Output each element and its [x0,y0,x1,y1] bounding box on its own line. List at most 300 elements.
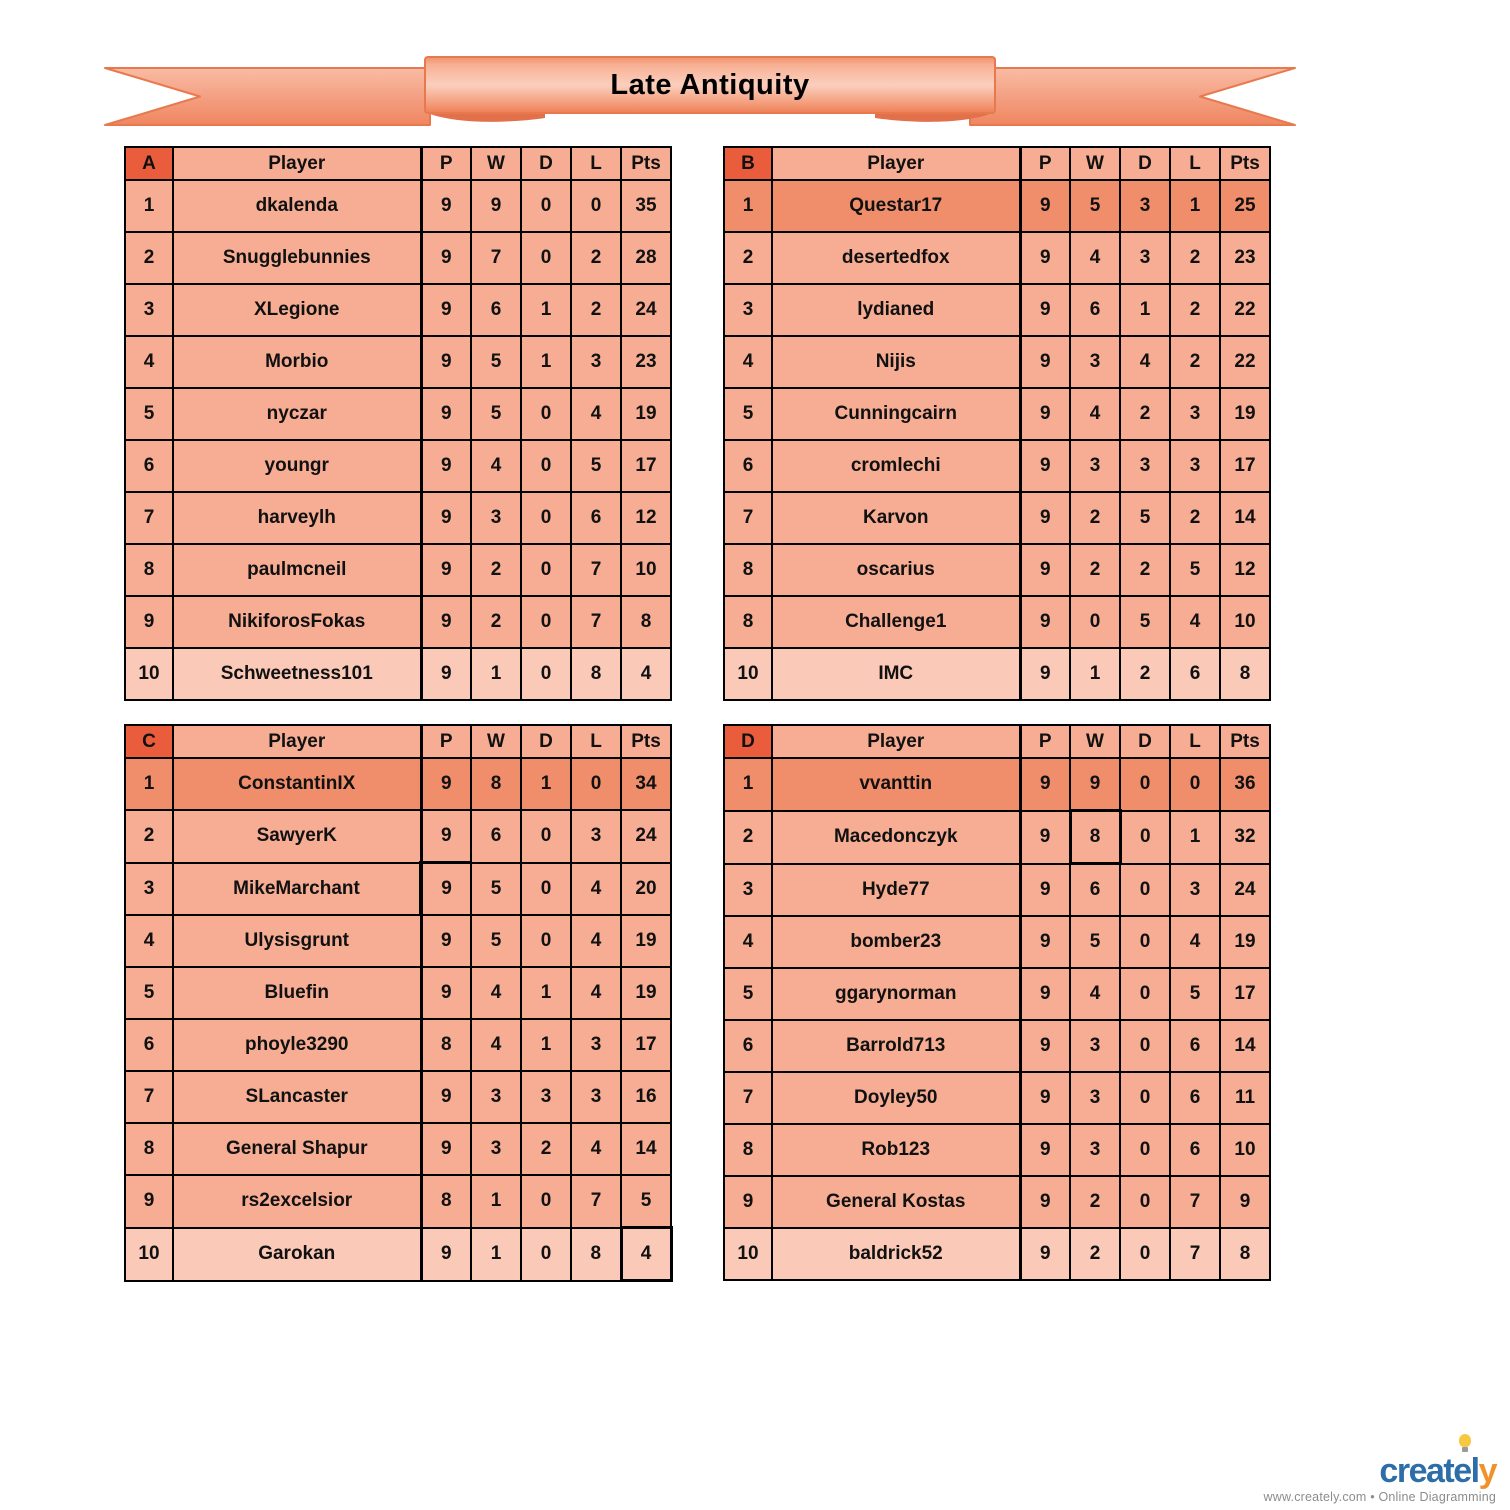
column-header-p: P [421,147,471,180]
stat-cell: 4 [1070,388,1120,440]
player-cell: SLancaster [173,1071,421,1123]
column-header-w: W [1070,725,1120,758]
stat-cell: 9 [1020,1020,1070,1072]
table-row [125,1019,671,1071]
player-cell: phoyle3290 [173,1019,421,1071]
stat-cell: 5 [1170,544,1220,596]
player-cell: Garokan [173,1228,421,1281]
stat-cell: 1 [521,758,571,810]
group-letter: D [724,725,772,758]
rank-cell: 8 [724,1124,772,1176]
table-row [125,758,671,810]
column-header-pts: Pts [1220,147,1270,180]
stat-cell: 23 [621,336,671,388]
stat-cell: 0 [521,388,571,440]
stat-cell: 0 [1120,1176,1170,1228]
rank-cell: 1 [125,758,173,810]
stat-cell: 4 [1070,968,1120,1020]
stat-cell: 17 [621,440,671,492]
stat-cell: 4 [1070,232,1120,284]
table-row [125,967,671,1019]
stat-cell: 0 [1120,864,1170,917]
player-cell: IMC [772,648,1020,700]
stat-cell: 5 [471,388,521,440]
rank-cell: 9 [125,596,173,648]
stat-cell: 0 [521,180,571,232]
stat-cell: 8 [1220,1228,1270,1280]
stat-cell: 24 [621,284,671,336]
stat-cell: 2 [1170,284,1220,336]
rank-cell: 9 [125,1175,173,1228]
rank-cell: 2 [724,232,772,284]
player-cell: Macedonczyk [772,811,1020,864]
stat-cell: 22 [1220,336,1270,388]
rank-cell: 5 [724,388,772,440]
group-letter: A [125,147,173,180]
stat-cell: 9 [1020,968,1070,1020]
column-header-d: D [521,147,571,180]
stat-cell: 9 [421,810,471,863]
column-header-d: D [521,725,571,758]
stat-cell: 6 [1170,1124,1220,1176]
stat-cell: 9 [1070,758,1120,811]
header-row [724,147,1270,180]
table-row [125,863,671,916]
stat-cell: 5 [1070,916,1120,968]
stat-cell: 0 [1120,916,1170,968]
stat-cell: 7 [471,232,521,284]
stat-cell: 0 [521,596,571,648]
stat-cell: 4 [1170,596,1220,648]
table-row [125,492,671,544]
column-header-w: W [471,147,521,180]
stat-cell: 24 [621,810,671,863]
stat-cell: 3 [1170,440,1220,492]
column-header-pts: Pts [1220,725,1270,758]
creately-watermark [1264,1436,1496,1504]
table-row [724,1072,1270,1124]
stat-cell: 19 [1220,916,1270,968]
rank-cell: 3 [125,863,173,916]
table-row [125,810,671,863]
player-cell: Nijis [772,336,1020,388]
stat-cell: 1 [521,284,571,336]
header-row [724,725,1270,758]
group-c-table [124,724,673,1282]
stat-cell: 5 [1170,968,1220,1020]
stat-cell: 14 [1220,1020,1270,1072]
stat-cell: 6 [471,284,521,336]
player-cell: bomber23 [772,916,1020,968]
logo-text-l: l [1470,1452,1479,1490]
player-cell: dkalenda [173,180,421,232]
stat-cell: 10 [621,544,671,596]
stat-cell: 22 [1220,284,1270,336]
player-cell: youngr [173,440,421,492]
stat-cell: 4 [571,863,621,916]
stat-cell: 1 [521,1019,571,1071]
rank-cell: 7 [125,492,173,544]
stat-cell: 5 [1120,596,1170,648]
stat-cell: 5 [1120,492,1170,544]
column-header-w: W [471,725,521,758]
stat-cell: 2 [1170,492,1220,544]
stat-cell: 6 [1170,648,1220,700]
rank-cell: 3 [125,284,173,336]
league-table-d [723,724,1271,1281]
stat-cell: 2 [1120,648,1170,700]
player-cell: General Kostas [772,1176,1020,1228]
table-row [724,492,1270,544]
banner-title: Late Antiquity [610,68,810,101]
stat-cell: 0 [1120,1072,1170,1124]
stat-cell: 3 [571,810,621,863]
rank-cell: 4 [125,915,173,967]
ribbon-banner [100,55,1300,135]
stat-cell: 4 [621,1228,671,1281]
stat-cell: 3 [1070,440,1120,492]
stat-cell: 9 [1020,648,1070,700]
stat-cell: 9 [1020,864,1070,917]
rank-cell: 6 [125,1019,173,1071]
rank-cell: 3 [724,284,772,336]
logo-text-create: create [1379,1452,1471,1490]
stat-cell: 0 [1120,1020,1170,1072]
stat-cell: 7 [571,1175,621,1228]
stat-cell: 0 [521,232,571,284]
player-cell: Morbio [173,336,421,388]
player-cell: SawyerK [173,810,421,863]
stat-cell: 9 [1220,1176,1270,1228]
table-row [125,1123,671,1175]
stat-cell: 4 [571,967,621,1019]
stat-cell: 9 [421,388,471,440]
player-cell: vvanttin [772,758,1020,811]
rank-cell: 2 [125,810,173,863]
stat-cell: 4 [471,967,521,1019]
table-row [724,440,1270,492]
player-cell: baldrick52 [772,1228,1020,1280]
column-header-pts: Pts [621,725,671,758]
column-header-w: W [1070,147,1120,180]
stat-cell: 2 [471,596,521,648]
table-row [724,596,1270,648]
stat-cell: 9 [1020,440,1070,492]
rank-cell: 5 [125,967,173,1019]
stat-cell: 3 [1170,388,1220,440]
table-row [724,544,1270,596]
column-header-player: Player [772,147,1020,180]
stat-cell: 9 [421,758,471,810]
column-header-l: L [1170,725,1220,758]
rank-cell: 10 [724,1228,772,1280]
logo-text-y: y [1478,1452,1496,1490]
stat-cell: 3 [571,1019,621,1071]
stat-cell: 9 [1020,1176,1070,1228]
player-cell: cromlechi [772,440,1020,492]
table-row [125,596,671,648]
stat-cell: 0 [521,1228,571,1281]
stat-cell: 7 [1170,1228,1220,1280]
stat-cell: 6 [571,492,621,544]
table-row [125,1071,671,1123]
stat-cell: 0 [521,648,571,700]
group-letter: C [125,725,173,758]
stat-cell: 19 [621,388,671,440]
rank-cell: 1 [724,758,772,811]
stat-cell: 3 [1120,232,1170,284]
stat-cell: 19 [621,967,671,1019]
stat-cell: 2 [571,232,621,284]
player-cell: NikiforosFokas [173,596,421,648]
stat-cell: 8 [571,1228,621,1281]
stat-cell: 0 [1170,758,1220,811]
column-header-p: P [421,725,471,758]
lightbulb-base [1462,1447,1468,1452]
stat-cell: 4 [1120,336,1170,388]
player-cell: Ulysisgrunt [173,915,421,967]
stat-cell: 0 [521,810,571,863]
stat-cell: 1 [1070,648,1120,700]
stat-cell: 3 [1070,1072,1120,1124]
column-header-d: D [1120,725,1170,758]
stat-cell: 0 [1120,811,1170,864]
column-header-l: L [571,725,621,758]
stat-cell: 5 [1070,180,1120,232]
stat-cell: 3 [1070,1124,1120,1176]
table-row [125,648,671,700]
stat-cell: 5 [471,336,521,388]
stat-cell: 2 [1070,492,1120,544]
stat-cell: 9 [421,915,471,967]
player-cell: Doyley50 [772,1072,1020,1124]
stat-cell: 9 [471,180,521,232]
table-row [125,388,671,440]
stat-cell: 19 [1220,388,1270,440]
stat-cell: 3 [1120,180,1170,232]
player-cell: Schweetness101 [173,648,421,700]
stat-cell: 1 [1170,180,1220,232]
stat-cell: 20 [621,863,671,916]
table-row [125,284,671,336]
stat-cell: 25 [1220,180,1270,232]
lightbulb-glass [1459,1434,1471,1447]
stat-cell: 1 [1120,284,1170,336]
stat-cell: 1 [471,648,521,700]
table-row [724,1228,1270,1280]
stat-cell: 4 [621,648,671,700]
stat-cell: 0 [571,758,621,810]
stat-cell: 5 [621,1175,671,1228]
league-table-c [124,724,673,1282]
stat-cell: 9 [1020,1124,1070,1176]
player-cell: Barrold713 [772,1020,1020,1072]
column-header-l: L [571,147,621,180]
stat-cell: 4 [571,1123,621,1175]
rank-cell: 2 [125,232,173,284]
stat-cell: 9 [1020,758,1070,811]
player-cell: rs2excelsior [173,1175,421,1228]
player-cell: paulmcneil [173,544,421,596]
stat-cell: 7 [1170,1176,1220,1228]
group-b-table [723,146,1271,701]
table-row [724,388,1270,440]
rank-cell: 2 [724,811,772,864]
stat-cell: 36 [1220,758,1270,811]
stat-cell: 32 [1220,811,1270,864]
stat-cell: 2 [1070,1176,1120,1228]
column-header-player: Player [173,725,421,758]
table-row [724,284,1270,336]
stat-cell: 12 [1220,544,1270,596]
rank-cell: 1 [724,180,772,232]
stat-cell: 19 [621,915,671,967]
stat-cell: 9 [421,1228,471,1281]
stat-cell: 9 [421,232,471,284]
player-cell: Karvon [772,492,1020,544]
group-a-table [124,146,672,701]
rank-cell: 4 [724,916,772,968]
stat-cell: 9 [1020,596,1070,648]
stat-cell: 3 [1070,336,1120,388]
header-row [125,725,671,758]
table-row [724,1176,1270,1228]
stat-cell: 9 [421,967,471,1019]
rank-cell: 10 [125,648,173,700]
stat-cell: 9 [1020,284,1070,336]
stat-cell: 2 [521,1123,571,1175]
table-row [724,648,1270,700]
stat-cell: 0 [521,863,571,916]
table-row [724,968,1270,1020]
stat-cell: 4 [1170,916,1220,968]
stat-cell: 9 [1020,544,1070,596]
table-row [125,544,671,596]
stat-cell: 9 [421,492,471,544]
stat-cell: 1 [471,1228,521,1281]
stat-cell: 9 [421,596,471,648]
league-table-b [723,146,1271,701]
stat-cell: 6 [1070,284,1120,336]
stat-cell: 0 [521,915,571,967]
stat-cell: 3 [521,1071,571,1123]
table-row [724,1020,1270,1072]
rank-cell: 7 [125,1071,173,1123]
column-header-player: Player [772,725,1020,758]
stat-cell: 3 [471,1123,521,1175]
rank-cell: 8 [724,544,772,596]
stat-cell: 2 [471,544,521,596]
stat-cell: 17 [1220,440,1270,492]
table-row [125,232,671,284]
player-cell: Snugglebunnies [173,232,421,284]
table-row [724,1124,1270,1176]
player-cell: ggarynorman [772,968,1020,1020]
stat-cell: 5 [471,915,521,967]
stat-cell: 3 [571,1071,621,1123]
league-table-a [124,146,672,701]
stat-cell: 4 [471,1019,521,1071]
stat-cell: 9 [1020,492,1070,544]
player-cell: desertedfox [772,232,1020,284]
rank-cell: 3 [724,864,772,917]
player-cell: oscarius [772,544,1020,596]
column-header-p: P [1020,725,1070,758]
rank-cell: 4 [125,336,173,388]
stat-cell: 10 [1220,596,1270,648]
column-header-d: D [1120,147,1170,180]
stat-cell: 8 [421,1175,471,1228]
creately-logo [1379,1436,1496,1488]
stat-cell: 14 [621,1123,671,1175]
stat-cell: 2 [1170,336,1220,388]
stat-cell: 1 [1170,811,1220,864]
stat-cell: 8 [421,1019,471,1071]
stat-cell: 3 [471,1071,521,1123]
stat-cell: 24 [1220,864,1270,917]
stat-cell: 9 [421,284,471,336]
player-cell: lydianed [772,284,1020,336]
stat-cell: 1 [471,1175,521,1228]
table-row [125,336,671,388]
stat-cell: 0 [521,440,571,492]
stat-cell: 9 [421,863,471,916]
stat-cell: 0 [1120,1124,1170,1176]
stat-cell: 3 [571,336,621,388]
group-d-table [723,724,1271,1281]
stat-cell: 4 [571,915,621,967]
player-cell: General Shapur [173,1123,421,1175]
rank-cell: 8 [125,544,173,596]
stat-cell: 6 [1070,864,1120,917]
group-letter: B [724,147,772,180]
stat-cell: 23 [1220,232,1270,284]
player-cell: Questar17 [772,180,1020,232]
stat-cell: 0 [521,1175,571,1228]
stat-cell: 0 [521,544,571,596]
player-cell: Cunningcairn [772,388,1020,440]
stat-cell: 5 [471,863,521,916]
stat-cell: 3 [1070,1020,1120,1072]
stat-cell: 2 [1120,388,1170,440]
stat-cell: 35 [621,180,671,232]
table-row [125,1228,671,1281]
stat-cell: 2 [1170,232,1220,284]
table-row [125,440,671,492]
stat-cell: 14 [1220,492,1270,544]
stat-cell: 0 [571,180,621,232]
column-header-pts: Pts [621,147,671,180]
stat-cell: 0 [521,492,571,544]
table-row [724,758,1270,811]
stat-cell: 9 [421,544,471,596]
player-cell: Rob123 [772,1124,1020,1176]
stat-cell: 8 [571,648,621,700]
stat-cell: 12 [621,492,671,544]
stat-cell: 5 [571,440,621,492]
stat-cell: 10 [1220,1124,1270,1176]
stat-cell: 1 [521,967,571,1019]
column-header-p: P [1020,147,1070,180]
table-row [125,1175,671,1228]
rank-cell: 8 [125,1123,173,1175]
stat-cell: 2 [571,284,621,336]
stat-cell: 17 [621,1019,671,1071]
stat-cell: 7 [571,544,621,596]
stat-cell: 4 [571,388,621,440]
stat-cell: 11 [1220,1072,1270,1124]
table-row [125,915,671,967]
